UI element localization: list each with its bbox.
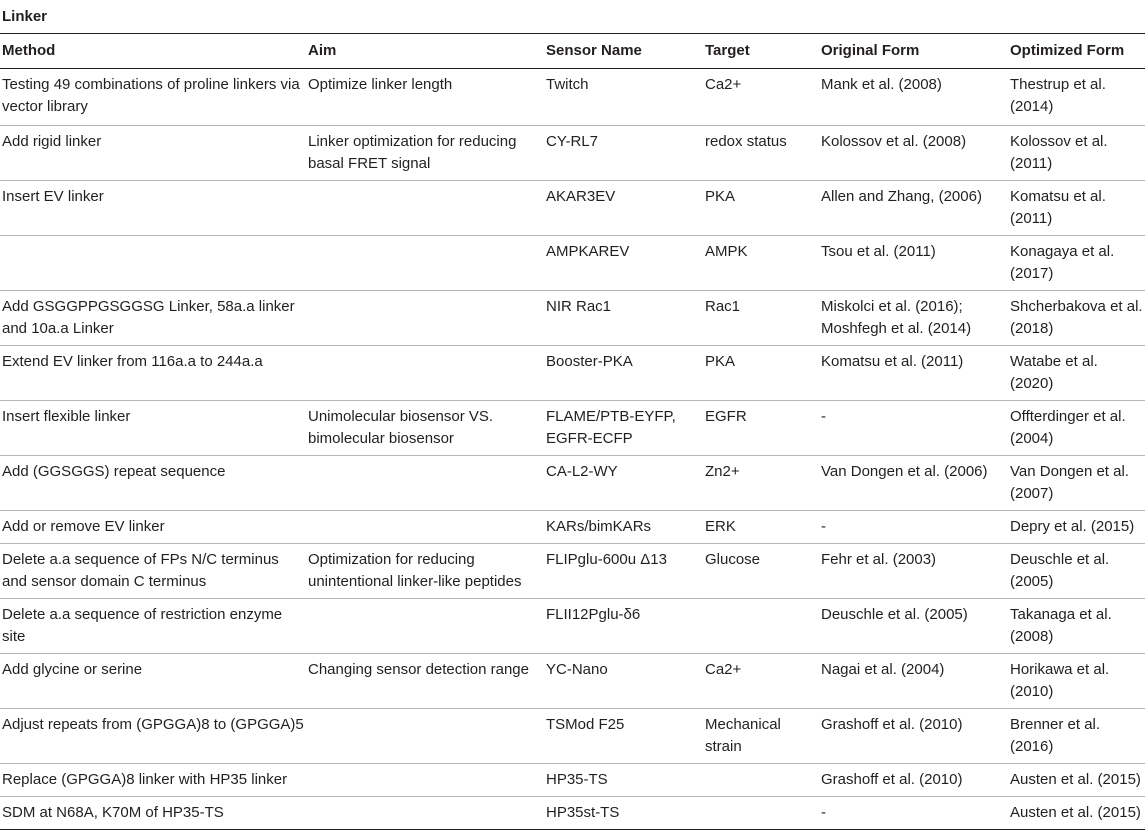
column-header-target: Target: [703, 34, 819, 69]
aim-cell: [306, 797, 544, 830]
method-cell: Adjust repeats from (GPGGA)8 to (GPGGA)5: [2, 716, 304, 733]
table-row: [0, 764, 1145, 797]
table-row: [0, 401, 1145, 456]
aim-cell: Unimolecular biosensor VS. bimolecular biosensor: [308, 408, 494, 447]
column-header-sensor-name: Sensor Name: [544, 34, 703, 69]
original-form-cell: -: [821, 804, 826, 821]
target-cell: Glucose: [705, 551, 761, 568]
linker-table: [0, 34, 1145, 830]
sensor-name-cell: TSMod F25: [546, 716, 625, 733]
aim-cell: Changing sensor detection range: [308, 661, 529, 678]
sensor-name-cell: KARs/bimKARs: [546, 518, 652, 535]
method-cell: Delete a.a sequence of restriction enzyme site: [2, 606, 283, 645]
optimized-form-cell: Van Dongen et al. (2007): [1010, 463, 1129, 502]
method-cell: SDM at N68A, K70M of HP35-TS: [2, 804, 224, 821]
optimized-form-cell: Austen et al. (2015): [1010, 804, 1141, 821]
optimized-form-cell: Komatsu et al. (2011): [1010, 188, 1106, 227]
target-cell: PKA: [705, 353, 736, 370]
optimized-form-cell: Brenner et al. (2016): [1010, 716, 1101, 755]
column-header-aim: Aim: [306, 34, 544, 69]
sensor-name-cell: CA-L2-WY: [546, 463, 618, 480]
original-form-cell: Tsou et al. (2011): [821, 243, 936, 260]
aim-cell: [306, 709, 544, 764]
aim-cell: [306, 291, 544, 346]
optimized-form-cell: Kolossov et al. (2011): [1010, 133, 1108, 172]
sensor-name-cell: NIR Rac1: [546, 298, 612, 315]
optimized-form-cell: Shcherbakova et al. (2018): [1010, 298, 1143, 337]
optimized-form-cell: Deuschle et al. (2005): [1010, 551, 1110, 590]
table-row: [0, 709, 1145, 764]
column-header-optimized-form: Optimized Form: [1008, 34, 1145, 69]
aim-cell: [306, 456, 544, 511]
sensor-name-cell: Twitch: [546, 76, 589, 93]
method-cell: Add or remove EV linker: [2, 518, 165, 535]
table-row: [0, 291, 1145, 346]
original-form-cell: Van Dongen et al. (2006): [821, 463, 988, 480]
table-row: [0, 236, 1145, 291]
table-row: [0, 181, 1145, 236]
table-row: [0, 511, 1145, 544]
original-form-cell: Nagai et al. (2004): [821, 661, 945, 678]
optimized-form-cell: Offterdinger et al. (2004): [1010, 408, 1126, 447]
optimized-form-cell: Takanaga et al. (2008): [1010, 606, 1112, 645]
sensor-name-cell: Booster-PKA: [546, 353, 633, 370]
optimized-form-cell: Watabe et al. (2020): [1010, 353, 1098, 392]
original-form-cell: Kolossov et al. (2008): [821, 133, 967, 150]
target-cell: Rac1: [705, 298, 741, 315]
sensor-name-cell: CY-RL7: [546, 133, 598, 150]
target-cell: EGFR: [705, 408, 747, 425]
target-cell: Mechanical strain: [705, 716, 781, 755]
aim-cell: Optimization for reducing unintentional linker-like peptides: [308, 551, 522, 590]
original-form-cell: Miskolci et al. (2016); Moshfegh et al. (2014): [821, 298, 972, 337]
optimized-form-cell: Austen et al. (2015): [1010, 771, 1141, 788]
method-cell: Insert flexible linker: [2, 408, 131, 425]
sensor-name-cell: YC-Nano: [546, 661, 608, 678]
method-cell: Delete a.a sequence of FPs N/C terminus and sensor domain C terminus: [2, 551, 279, 590]
table-row: [0, 544, 1145, 599]
aim-cell: Optimize linker length: [308, 76, 453, 93]
sensor-name-cell: AKAR3EV: [546, 188, 616, 205]
original-form-cell: Deuschle et al. (2005): [821, 606, 968, 623]
aim-cell: [306, 346, 544, 401]
optimized-form-cell: Konagaya et al. (2017): [1010, 243, 1115, 282]
target-cell: [703, 599, 819, 654]
method-cell: Extend EV linker from 116a.a to 244a.a: [2, 353, 263, 370]
sensor-name-cell: FLII12Pglu-δ6: [546, 606, 641, 623]
target-cell: [703, 764, 819, 797]
original-form-cell: -: [821, 518, 826, 535]
method-cell: Replace (GPGGA)8 linker with HP35 linker: [2, 771, 288, 788]
sensor-name-cell: FLIPglu-600u Δ13: [546, 551, 667, 568]
aim-cell: [306, 511, 544, 544]
table-row: [0, 797, 1145, 830]
target-cell: redox status: [705, 133, 787, 150]
aim-cell: [306, 764, 544, 797]
aim-cell: [306, 181, 544, 236]
table-row: [0, 346, 1145, 401]
target-cell: Ca2+: [705, 76, 742, 93]
column-header-original-form: Original Form: [819, 34, 1008, 69]
method-cell: Insert EV linker: [2, 188, 104, 205]
sensor-name-cell: FLAME/PTB-EYFP, EGFR-ECFP: [546, 408, 676, 447]
table-row: [0, 69, 1145, 126]
optimized-form-cell: Depry et al. (2015): [1010, 518, 1135, 535]
original-form-cell: Komatsu et al. (2011): [821, 353, 964, 370]
sensor-name-cell: HP35st-TS: [546, 804, 620, 821]
original-form-cell: Grashoff et al. (2010): [821, 716, 963, 733]
header-row: [0, 34, 1145, 69]
original-form-cell: Grashoff et al. (2010): [821, 771, 963, 788]
table-row: [0, 126, 1145, 181]
optimized-form-cell: Horikawa et al. (2010): [1010, 661, 1110, 700]
method-cell: [0, 236, 306, 291]
target-cell: PKA: [705, 188, 736, 205]
method-cell: Add (GGSGGS) repeat sequence: [2, 463, 226, 480]
table-row: [0, 456, 1145, 511]
table-row: [0, 654, 1145, 709]
method-cell: Add rigid linker: [2, 133, 102, 150]
method-cell: Add glycine or serine: [2, 661, 143, 678]
target-cell: Ca2+: [705, 661, 742, 678]
original-form-cell: Fehr et al. (2003): [821, 551, 937, 568]
sensor-name-cell: HP35-TS: [546, 771, 608, 788]
method-cell: Testing 49 combinations of proline linkers via vector library: [2, 76, 300, 115]
table-row: [0, 599, 1145, 654]
method-cell: Add GSGGPPGSGGSG Linker, 58a.a linker and 10a.a Linker: [2, 298, 295, 337]
target-cell: [703, 797, 819, 830]
sensor-name-cell: AMPKAREV: [546, 243, 630, 260]
original-form-cell: -: [821, 408, 826, 425]
target-cell: AMPK: [705, 243, 748, 260]
original-form-cell: Mank et al. (2008): [821, 76, 942, 93]
aim-cell: [306, 599, 544, 654]
target-cell: ERK: [705, 518, 736, 535]
optimized-form-cell: Thestrup et al. (2014): [1010, 76, 1106, 115]
column-header-method: Method: [0, 34, 306, 69]
aim-cell: Linker optimization for reducing basal FRET signal: [308, 133, 517, 172]
target-cell: Zn2+: [705, 463, 740, 480]
aim-cell: [306, 236, 544, 291]
table-caption: Linker: [0, 0, 1145, 34]
original-form-cell: Allen and Zhang, (2006): [821, 188, 982, 205]
